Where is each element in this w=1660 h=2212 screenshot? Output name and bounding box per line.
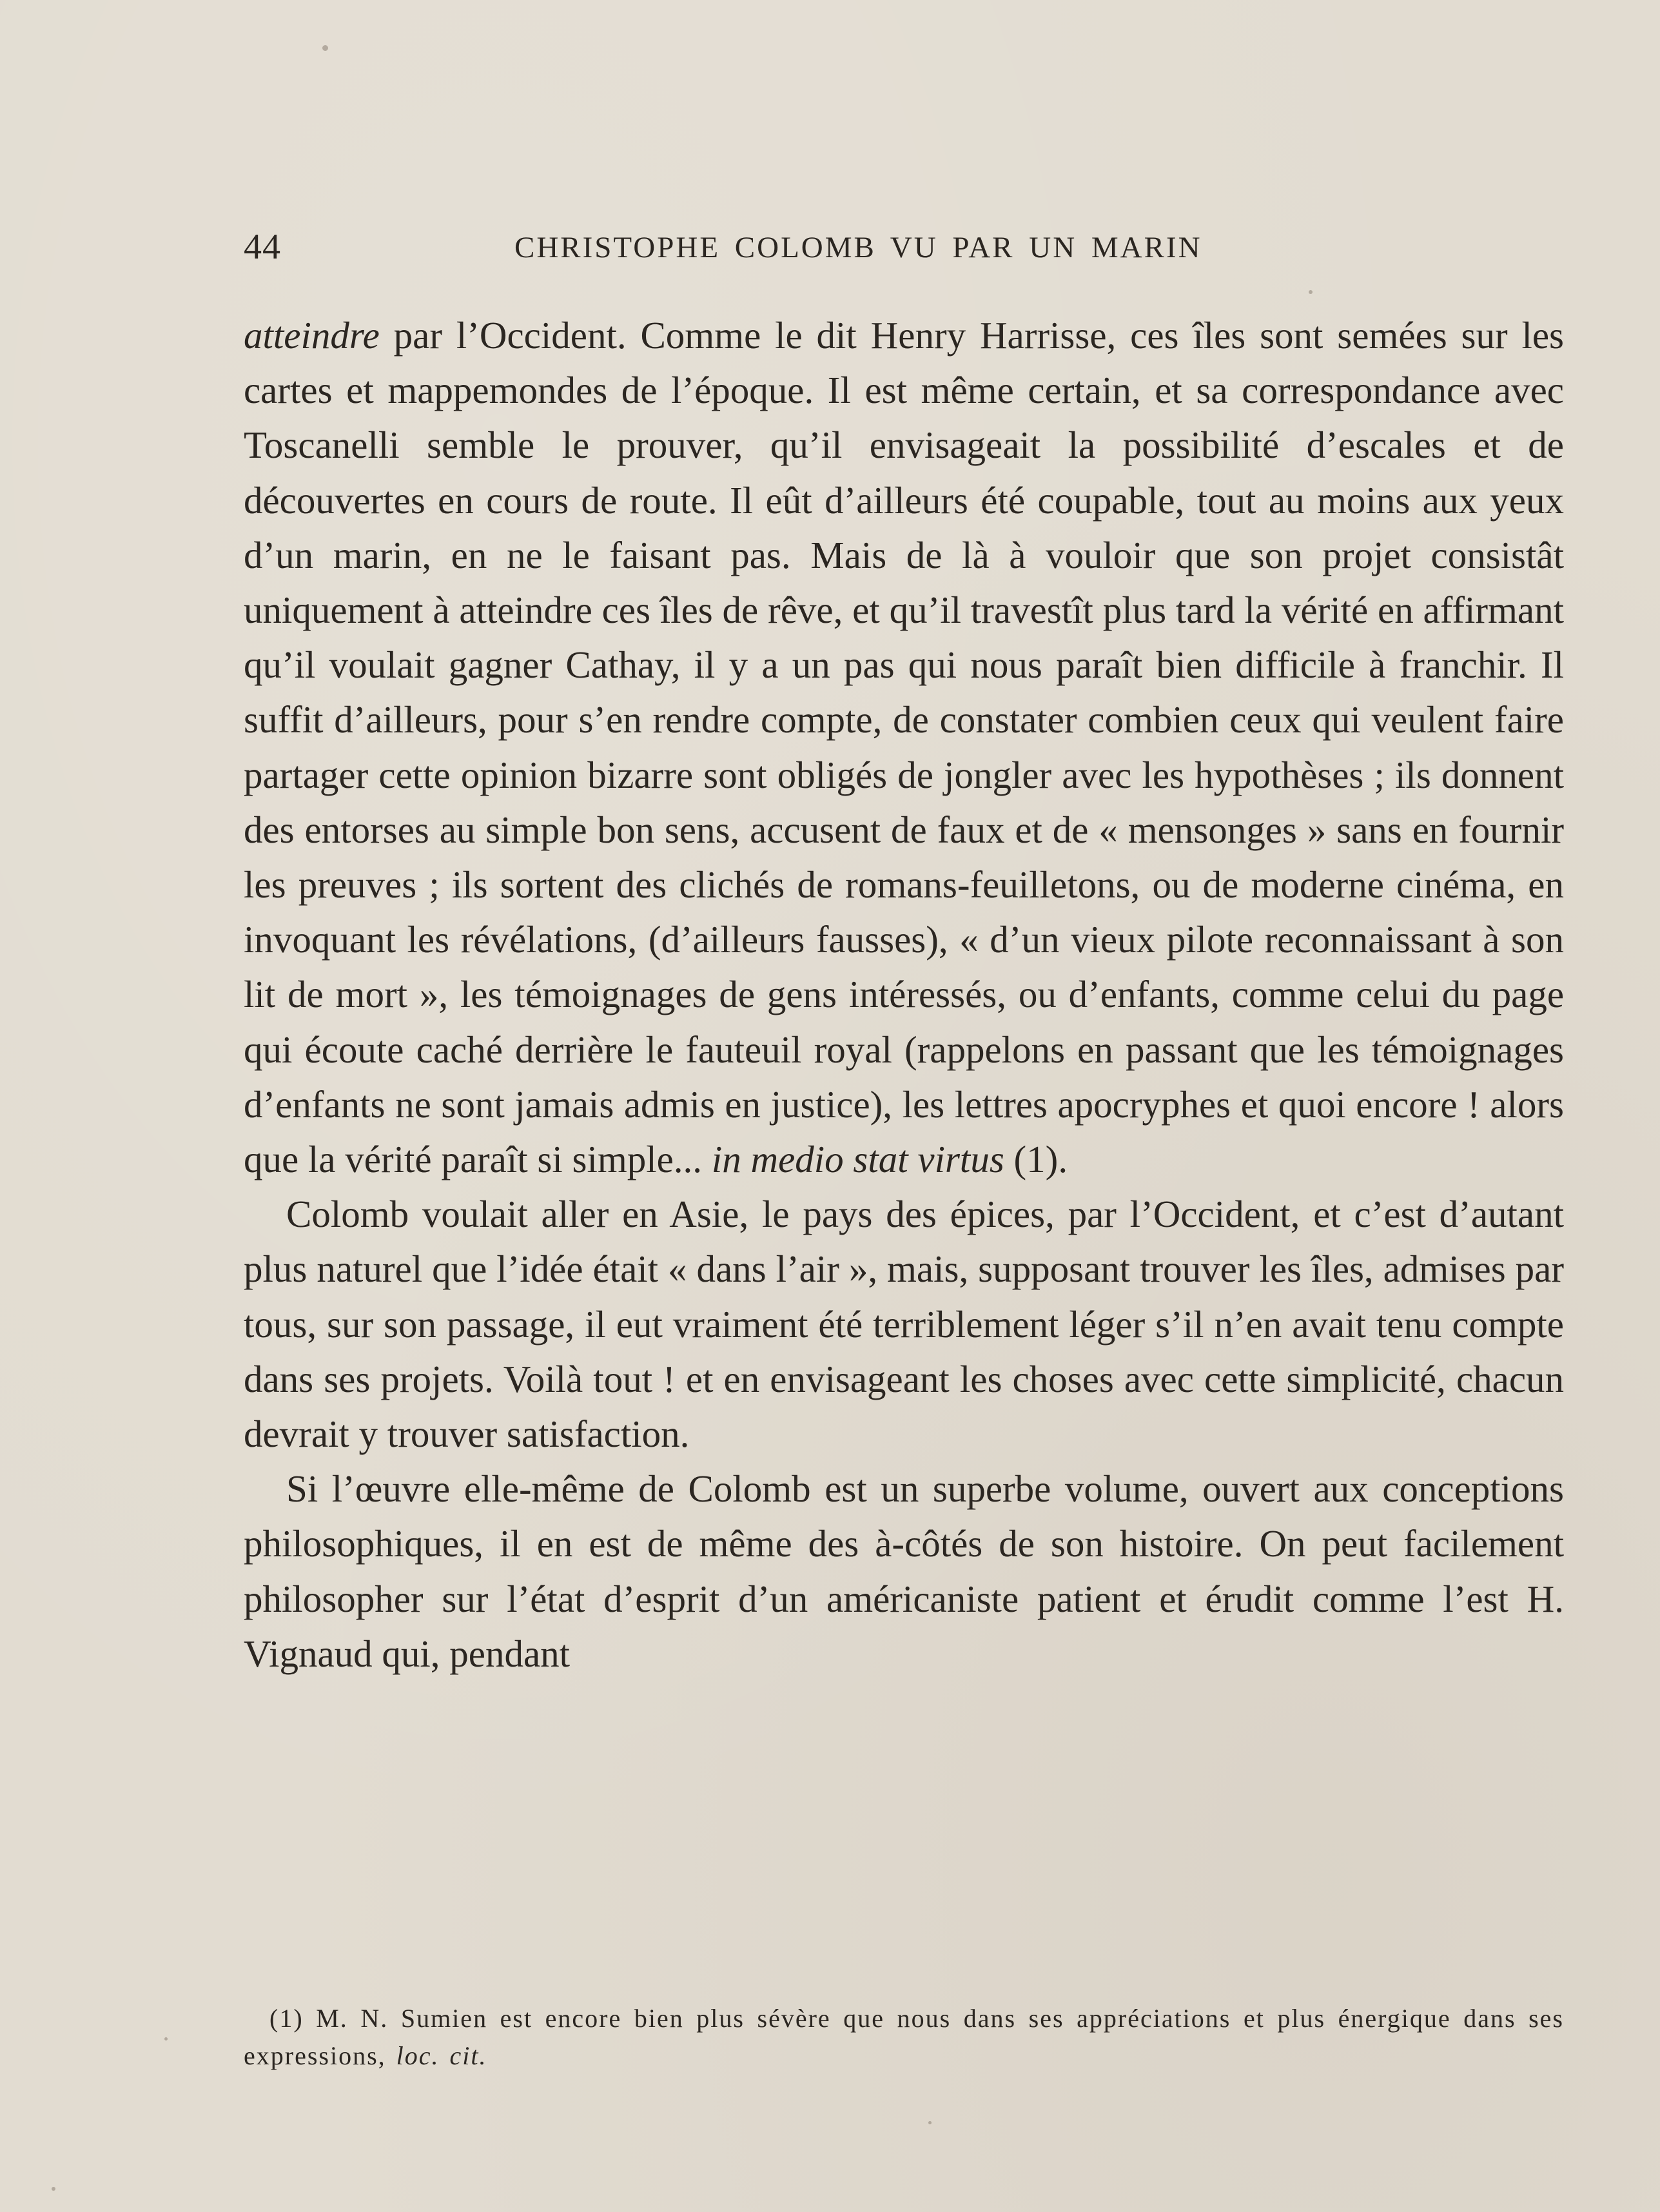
page-number: 44 — [244, 227, 281, 267]
paragraph-3: Si l’œuvre elle-même de Colomb est un superbe volume, ouvert aux conceptions philosophiques, il en est de même des à-côtés de son histoire. On peut facilement philosopher sur l’état d’esprit d’un américaniste patient et érudit comme l’est H. Vignaud qui, pendant — [244, 1467, 1564, 1675]
paragraph-2: Colomb voulait aller en Asie, le pays des épices, par l’Occident, et c’est d’autant plus naturel que l’idée était « dans l’air », mais, supposant trouver les îles, admises par tous, sur son passage, il eut vraiment été terriblement léger s’il n’en avait tenu compte dans ses projets. Voilà tout ! et en envisageant les choses avec cette simplicité, chacun devrait y trouver satisfaction. — [244, 1193, 1564, 1456]
main-text — [244, 308, 1564, 1681]
paragraph-1 — [244, 308, 1564, 1187]
paper-speck — [928, 2121, 932, 2124]
latin-phrase: in medio stat virtus — [711, 1138, 1004, 1181]
footnote-reference: (1). — [1004, 1138, 1068, 1181]
page-header — [244, 224, 1294, 269]
footnote-1-source: loc. cit. — [396, 2041, 487, 2070]
paragraph-1-italic-start: atteindre — [244, 314, 380, 357]
paper-speck — [164, 2037, 168, 2041]
footnotes — [244, 2000, 1564, 2075]
footnote-1-text: (1) M. N. Sumien est encore bien plus sévère que nous dans ses appréciations et plus énergique dans ses expressions, — [244, 2004, 1564, 2070]
paragraph-1-text: par l’Occident. Comme le dit Henry Harrisse, ces îles sont semées sur les cartes et mappemondes de l’époque. Il est même certain, et sa correspondance avec Toscanelli semble le prouver, qu’il envisageait la possibilité d’escales et de découvertes en cours de route. Il eût d’ailleurs été coupable, tout au moins aux yeux d’un marin, en ne le faisant pas. Mais de là à vouloir que son projet consistât uniquement à atteindre ces îles de rêve, et qu’il travestît plus tard la vérité en affirmant qu’il voulait gagner Cathay, il y a un pas qui nous paraît bien difficile à franchir. Il suffit d’ailleurs, pour s’en rendre compte, de constater combien ceux qui veulent faire partager cette opinion bizarre sont obligés de jongler avec les hypothèses ; ils donnent des entorses au simple bon sens, accusent de faux et de « mensonges » sans en fournir les preuves ; ils sortent des clichés de romans-feuilletons, ou de moderne cinéma, en invoquant les révélations, (d’ailleurs fausses), « d’un vieux pilote reconnaissant à son lit de mort », les témoignages de gens intéressés, ou d’enfants, comme celui du page qui écoute caché derrière le fauteuil royal (rappelons en passant que les témoignages d’enfants ne sont jamais admis en justice), les lettres apocryphes et quoi encore ! alors que la vérité paraît si simple... — [244, 314, 1564, 1181]
footnote-1 — [244, 2000, 1564, 2075]
running-title: CHRISTOPHE COLOMB VU PAR UN MARIN — [514, 231, 1202, 264]
paper-speck — [52, 2187, 55, 2191]
paper-speck — [1309, 290, 1313, 294]
paper-speck — [322, 45, 328, 51]
